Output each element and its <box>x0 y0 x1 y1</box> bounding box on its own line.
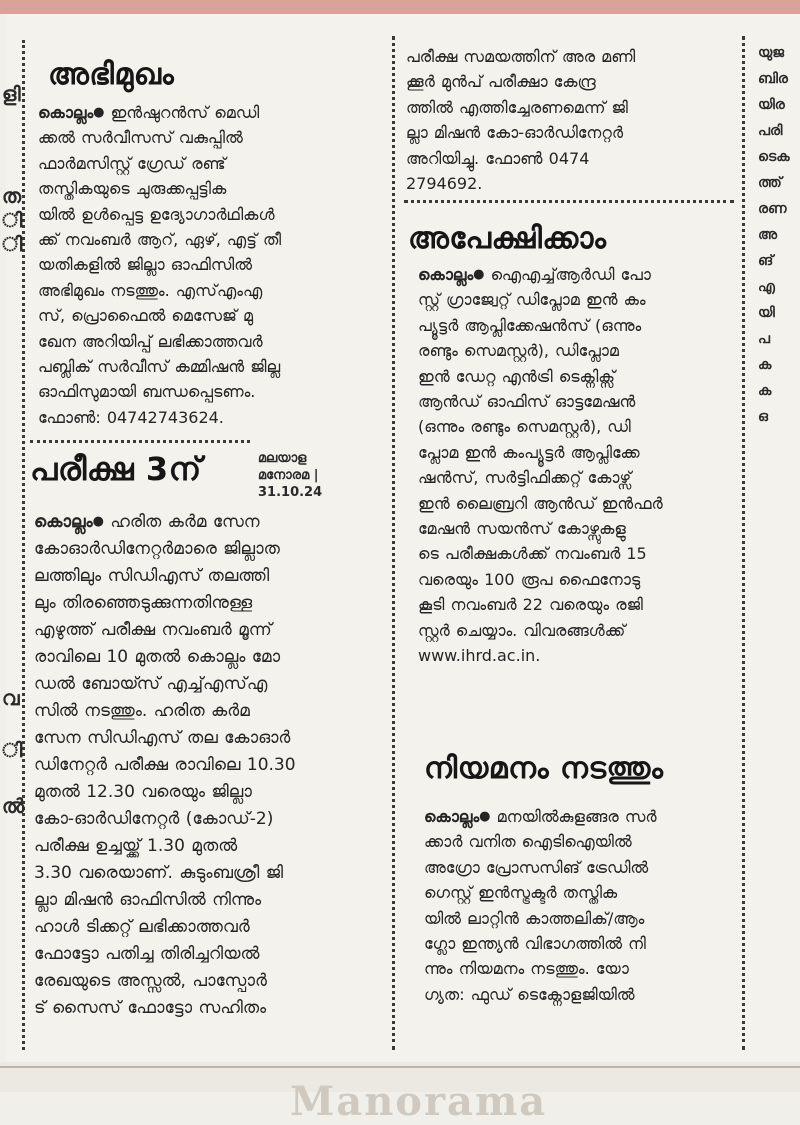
article-line-text: ഇൻഷുറൻസ് മെഡി <box>110 103 260 122</box>
article-line: (ഒന്നും രണ്ടും സെമസ്റ്റർ), ഡി <box>418 417 631 437</box>
article-line: ഗ്യത: ഫുഡ് ടെക്നോളജിയിൽ <box>424 984 635 1004</box>
article-line <box>418 262 663 287</box>
article-line: പരീക്ഷ സമയത്തിന് അര മണി <box>406 47 636 66</box>
bullet-icon: ● <box>473 267 485 282</box>
article-line <box>34 508 296 536</box>
article-line: ലത്തിലും സിഡിഎസ് തലത്തി <box>34 566 270 586</box>
edge-fragment: പരി <box>758 123 783 139</box>
article-headline-apekshikkam: അപേക്ഷിക്കാം <box>408 221 607 256</box>
article-line: ഫാർമസിസ്റ്റ് ഗ്രേഡ് രണ്ട് <box>38 153 226 173</box>
article-line: ലും തിരഞ്ഞെടുക്കുന്നതിനുള്ള <box>34 593 253 613</box>
article-line: സ്റ്റർ ചെയ്യാം. വിവരങ്ങൾക്ക് <box>418 620 626 640</box>
article-line: ക്കൂർ മുൻപ് പരീക്ഷാ കേന്ദ്ര <box>406 72 596 92</box>
article-line: ഫോട്ടോ പതിച്ച തിരിച്ചറിയൽ <box>34 944 260 964</box>
article-line-text: ഹരിത കർമ സേന <box>110 512 260 532</box>
article-headline-abhimukham: അഭിമുഖം <box>48 57 175 92</box>
article-line: സ്റ്റ് ഗ്രാജ്വേറ്റ് ഡിപ്ലോമ ഇൻ കം <box>418 290 646 310</box>
article-line: മുതൽ 12.30 വരെയും ജില്ലാ <box>34 782 252 802</box>
article-line: അറിയിച്ചു. ഫോൺ 0474 <box>406 148 590 168</box>
article-line: ഫോൺ: 04742743624. <box>38 407 224 427</box>
dateline: കൊല്ലം <box>38 103 94 122</box>
article-line: ഇൻ ഡേറ്റ എൻട്രി ടെക്നിക്സ് <box>418 366 615 386</box>
edge-fragment: യി <box>758 305 775 321</box>
edge-fragment: ക <box>758 383 772 399</box>
article-line: പ്യൂട്ടർ ആപ്ലിക്കേഷൻസ് (ഒന്നും <box>418 315 642 335</box>
edge-fragment: ബിര <box>758 71 788 87</box>
article-line: യിൽ ഉൾപ്പെട്ട ഉദ്യോഗാർഥികൾ <box>38 204 275 224</box>
article-line: പബ്ലിക് സർവീസ് കമ്മിഷൻ ജില്ല <box>38 357 281 377</box>
edge-fragment: ത്ത് <box>758 175 782 191</box>
article-line: www.ihrd.ac.in. <box>418 646 541 666</box>
article-headline-pareeksha: പരീക്ഷ 3ന് <box>30 450 202 488</box>
article-line: രേഖയുടെ അസ്സൽ, പാസ്പോർ <box>34 971 267 991</box>
edge-fragment: ളി <box>2 82 21 106</box>
article-line: ന്നും നിയമനം നടത്തും. യോ <box>424 959 629 979</box>
article-line: സ്, പ്രൊഫൈൽ മെസേജ് മു <box>38 306 254 326</box>
right-edge-fragments <box>758 40 790 430</box>
source-label <box>258 450 322 501</box>
article-line: കൂടി നവംബർ 22 വരെയും രജി <box>418 595 643 615</box>
edge-fragment: രണ <box>758 201 787 217</box>
column-divider-left <box>22 40 25 1050</box>
bullet-icon: ● <box>93 105 105 120</box>
source-name-line1: മലയാള <box>258 451 307 466</box>
article-line: ഡൽ ബോയ്സ് എച്ച്എസ്എ <box>34 674 268 694</box>
article-body-continuation <box>406 44 635 196</box>
edge-fragment: എ <box>758 279 775 295</box>
edge-fragment: ി <box>2 738 23 762</box>
edge-fragment: ി <box>2 232 23 256</box>
article-line: 3.30 വരെയാണ്. കുടുംബശ്രീ ജി <box>34 863 284 883</box>
article-line: ഷൻസ്, സർട്ടിഫിക്കറ്റ് കോഴ്സ് <box>418 468 632 488</box>
article-line: അഭിമുഖം നടത്തും. എസ്എംഎ <box>38 280 263 300</box>
top-color-band <box>0 0 800 14</box>
article-body-apekshikkam <box>418 262 663 669</box>
section-divider-col1 <box>30 440 250 443</box>
article-line: ട് സൈസ് ഫോട്ടോ സഹിതം <box>34 998 267 1018</box>
column-divider-right <box>742 36 745 1050</box>
article-line: വരെയും 100 രൂപ ഫൈനോടു <box>418 569 641 589</box>
article-body-pareeksha <box>34 508 296 1022</box>
dateline: കൊല്ലം <box>424 807 480 826</box>
article-line: മേഷൻ സയൻസ് കോഴ്സുകളു <box>418 519 626 539</box>
article-line: ഗ്ലോ ഇന്ത്യൻ വിഭാഗത്തിൽ നി <box>424 934 646 954</box>
article-line: കോ-ഓർഡിനേറ്റർ (കോഡ്-2) <box>34 809 274 829</box>
footer-brand-masthead: Manorama <box>290 1078 548 1125</box>
article-line-text: ഐഎച്ച്ആർഡി പോ <box>490 265 651 284</box>
article-line: പ്ലോമ ഇൻ കംപ്യൂട്ടർ ആപ്ലിക്കേ <box>418 442 640 462</box>
article-line-text: മനയിൽകുളങ്ങര സർ <box>496 807 657 826</box>
article-line: യതികളിൽ ജില്ലാ ഓഫിസിൽ <box>38 255 253 275</box>
edge-fragment: ത <box>2 184 22 208</box>
edge-fragment: പ <box>758 331 770 347</box>
article-line: ഇൻ ലൈബ്രറി ആൻഡ് ഇൻഫർ <box>418 493 663 513</box>
article-line: സേന സിഡിഎസ് തല കോഓർ <box>34 728 291 748</box>
column-divider-middle <box>392 36 395 1050</box>
edge-fragment: ൽ <box>2 794 25 818</box>
article-line <box>424 804 657 829</box>
edge-fragment: ടെക <box>758 149 790 165</box>
dateline: കൊല്ലം <box>34 512 93 532</box>
article-line: ല്ലാ മിഷൻ കോ-ഓർഡിനേറ്റർ <box>406 123 624 143</box>
article-line: കോഓർഡിനേറ്റർമാരെ ജില്ലാത <box>34 539 280 559</box>
edge-fragment: ഒ <box>758 409 768 425</box>
dateline: കൊല്ലം <box>418 265 474 284</box>
bullet-icon: ● <box>92 514 104 529</box>
article-line: അഗ്രോ പ്രോസസിങ് ട്രേഡിൽ <box>424 857 649 877</box>
section-divider-col2 <box>404 200 734 203</box>
article-line: പരീക്ഷ ഉച്ചയ്ക്ക് 1.30 മുതൽ <box>34 836 238 856</box>
article-line: സിൽ നടത്തും. ഹരിത കർമ <box>34 701 250 721</box>
article-line: ല്ലാ മിഷൻ ഓഫിസിൽ നിന്നും <box>34 890 262 910</box>
article-line: രാവിലെ 10 മുതൽ കൊല്ലം മോ <box>34 647 281 667</box>
article-line: എഴുത്ത് പരീക്ഷ നവംബർ മൂന്ന് <box>34 620 272 640</box>
article-line: ഹാൾ ടിക്കറ്റ് ലഭിക്കാത്തവർ <box>34 917 250 937</box>
article-line: രണ്ടും സെമസ്റ്റർ), ഡിപ്ലോമ <box>418 341 619 361</box>
article-line: ക്കാർ വനിത ഐടിഐയിൽ <box>424 832 632 852</box>
article-body-niyamanam <box>424 804 657 1007</box>
article-headline-niyamanam: നിയമനം നടത്തും <box>424 751 664 786</box>
footer-rule <box>0 1066 800 1068</box>
source-name-line2: മനോരമ | <box>258 468 319 483</box>
article-line: ആൻഡ് ഓഫിസ് ഓട്ടമേഷൻ <box>418 392 636 412</box>
article-line: യിൽ ലാറ്റിൻ കാത്തലിക്/ആം <box>424 908 645 928</box>
source-date: 31.10.24 <box>258 485 323 500</box>
article-line: ഓഫിസുമായി ബന്ധപ്പെടണം. <box>38 382 256 402</box>
article-line: തസ്തികയുടെ ചുരുക്കപ്പട്ടിക <box>38 179 227 199</box>
edge-fragment: ി <box>2 208 23 232</box>
article-line: ക്കൽ സർവീസസ് വകുപ്പിൽ <box>38 128 243 148</box>
article-line: ടെ പരീക്ഷകൾക്ക് നവംബർ 15 <box>418 544 647 564</box>
article-line <box>38 100 281 125</box>
article-body-abhimukham <box>38 100 281 430</box>
article-line: ക്ക് നവംബർ ആറ്, ഏഴ്, എട്ട് തീ <box>38 230 282 250</box>
bullet-icon: ● <box>479 809 491 824</box>
edge-fragment: യുജ <box>758 45 785 61</box>
article-line: 2794692. <box>406 174 483 194</box>
edge-fragment: ക <box>758 357 772 373</box>
edge-fragment: ങ് <box>758 253 774 269</box>
article-line: ഗെസ്റ്റ് ഇൻസ്ട്രക്ടർ തസ്തിക <box>424 883 618 903</box>
article-line: ത്തിൽ എത്തിച്ചേരണമെന്ന് ജി <box>406 97 628 117</box>
edge-fragment: യിര <box>758 97 785 113</box>
article-line: ഡിനേറ്റർ പരീക്ഷ രാവിലെ 10.30 <box>34 755 296 775</box>
article-line: ഖേന അറിയിപ്പ് ലഭിക്കാത്തവർ <box>38 331 263 351</box>
edge-fragment: വ <box>2 686 20 710</box>
edge-fragment: അ <box>758 227 778 243</box>
